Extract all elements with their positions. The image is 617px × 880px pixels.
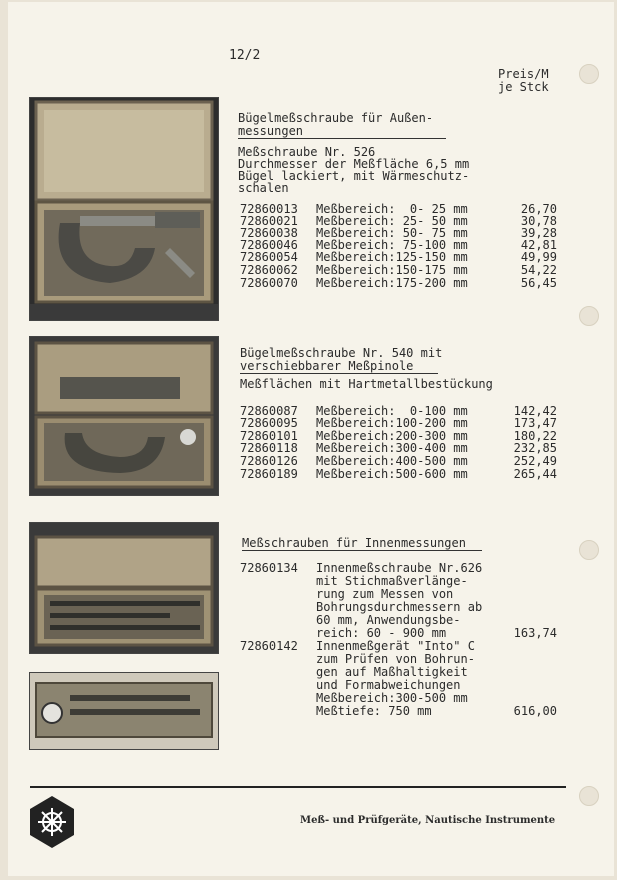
item-range: Meßbereich:500-600 mm xyxy=(316,467,468,481)
item-range: Meßbereich: 75-100 mm xyxy=(316,238,468,252)
item-desc-line: mit Stichmaßverlänge- xyxy=(316,574,468,588)
section1-title-line1: Bügelmeßschraube für Außen- xyxy=(238,111,434,125)
price-header-line1: Preis/M xyxy=(498,67,549,81)
item-desc-line: rung zum Messen von xyxy=(316,587,454,601)
item-price: 163,74 xyxy=(513,626,557,640)
product-photo-micrometer-540 xyxy=(29,336,219,496)
item-price: 142,42 xyxy=(513,404,557,418)
item-number: 72860087 xyxy=(240,404,298,418)
price-header-line2: je Stck xyxy=(498,80,549,94)
item-range: Meßbereich: 25- 50 mm xyxy=(316,214,468,228)
item-price: 49,99 xyxy=(520,250,557,264)
item-desc-line: reich: 60 - 900 mm xyxy=(316,626,447,640)
item-price: 252,49 xyxy=(513,454,557,468)
footer-rule xyxy=(30,786,566,788)
item-number: 72860054 xyxy=(240,250,298,264)
item-desc-line: und Formabweichungen xyxy=(316,678,461,692)
product-photo-micrometer-526 xyxy=(29,97,219,321)
item-desc-line: Innenmeßschraube Nr.626 xyxy=(316,561,483,575)
ship-wheel-logo xyxy=(30,796,74,848)
ship-wheel-icon xyxy=(30,796,74,848)
item-price: 616,00 xyxy=(513,704,557,718)
item-price: 39,28 xyxy=(520,226,557,240)
item-desc-line: Innenmeßgerät "Into" C xyxy=(316,639,475,653)
section2-title-line2: verschiebbarer Meßpinole xyxy=(240,359,414,373)
section3-title: Meßschrauben für Innenmessungen xyxy=(242,536,466,550)
section1-title-underline xyxy=(238,138,446,139)
product-photo-inside-micrometer-626 xyxy=(29,522,219,654)
section2-title-line1: Bügelmeßschraube Nr. 540 mit xyxy=(240,346,443,360)
item-price: 54,22 xyxy=(520,263,557,277)
punch-hole xyxy=(579,540,599,560)
item-price: 26,70 xyxy=(520,202,557,216)
item-number: 72860038 xyxy=(240,226,298,240)
punch-hole xyxy=(579,64,599,84)
item-number: 72860134 xyxy=(240,561,298,575)
item-number: 72860095 xyxy=(240,416,298,430)
section1-desc-line3: Bügel lackiert, mit Wärmeschutz- xyxy=(238,169,470,183)
item-desc-line: Meßbereich:300-500 mm xyxy=(316,691,468,705)
section1-desc-line2: Durchmesser der Meßfläche 6,5 mm xyxy=(238,157,470,171)
item-desc-line: Bohrungsdurchmessern ab xyxy=(316,600,483,614)
item-number: 72860101 xyxy=(240,429,298,443)
item-range: Meßbereich:125-150 mm xyxy=(316,250,468,264)
section3-title-underline xyxy=(242,550,482,551)
punch-hole xyxy=(579,306,599,326)
item-price: 30,78 xyxy=(520,214,557,228)
item-price: 42,81 xyxy=(520,238,557,252)
item-number: 72860189 xyxy=(240,467,298,481)
item-range: Meßbereich: 50- 75 mm xyxy=(316,226,468,240)
item-number: 72860118 xyxy=(240,441,298,455)
section2-title-underline xyxy=(240,373,438,374)
item-range: Meßbereich:100-200 mm xyxy=(316,416,468,430)
item-number: 72860062 xyxy=(240,263,298,277)
item-price: 173,47 xyxy=(513,416,557,430)
item-price: 265,44 xyxy=(513,467,557,481)
item-desc-line: Meßtiefe: 750 mm xyxy=(316,704,432,718)
section1-desc-line1: Meßschraube Nr. 526 xyxy=(238,145,376,159)
item-price: 232,85 xyxy=(513,441,557,455)
item-number: 72860142 xyxy=(240,639,298,653)
item-desc-line: gen auf Maßhaltigkeit xyxy=(316,665,468,679)
item-number: 72860013 xyxy=(240,202,298,216)
item-range: Meßbereich:175-200 mm xyxy=(316,276,468,290)
item-desc-line: zum Prüfen von Bohrun- xyxy=(316,652,475,666)
item-price: 180,22 xyxy=(513,429,557,443)
section1-title-line2: messungen xyxy=(238,124,304,138)
item-number: 72860126 xyxy=(240,454,298,468)
item-price: 56,45 xyxy=(520,276,557,290)
item-range: Meßbereich:200-300 mm xyxy=(316,429,468,443)
page-number: 12/2 xyxy=(229,48,261,63)
section1-desc-line4: schalen xyxy=(238,181,289,195)
item-number: 72860021 xyxy=(240,214,298,228)
section2-desc-line1: Meßflächen mit Hartmetallbestückung xyxy=(240,377,493,391)
footer-text: Meß- und Prüfgeräte, Nautische Instrumente xyxy=(300,815,556,826)
item-range: Meßbereich: 0- 25 mm xyxy=(316,202,468,216)
product-photo-into-c xyxy=(29,672,219,750)
item-range: Meßbereich:400-500 mm xyxy=(316,454,468,468)
item-range: Meßbereich: 0-100 mm xyxy=(316,404,468,418)
item-number: 72860070 xyxy=(240,276,298,290)
item-range: Meßbereich:150-175 mm xyxy=(316,263,468,277)
item-desc-line: 60 mm, Anwendungsbe- xyxy=(316,613,461,627)
item-number: 72860046 xyxy=(240,238,298,252)
punch-hole xyxy=(579,786,599,806)
item-range: Meßbereich:300-400 mm xyxy=(316,441,468,455)
